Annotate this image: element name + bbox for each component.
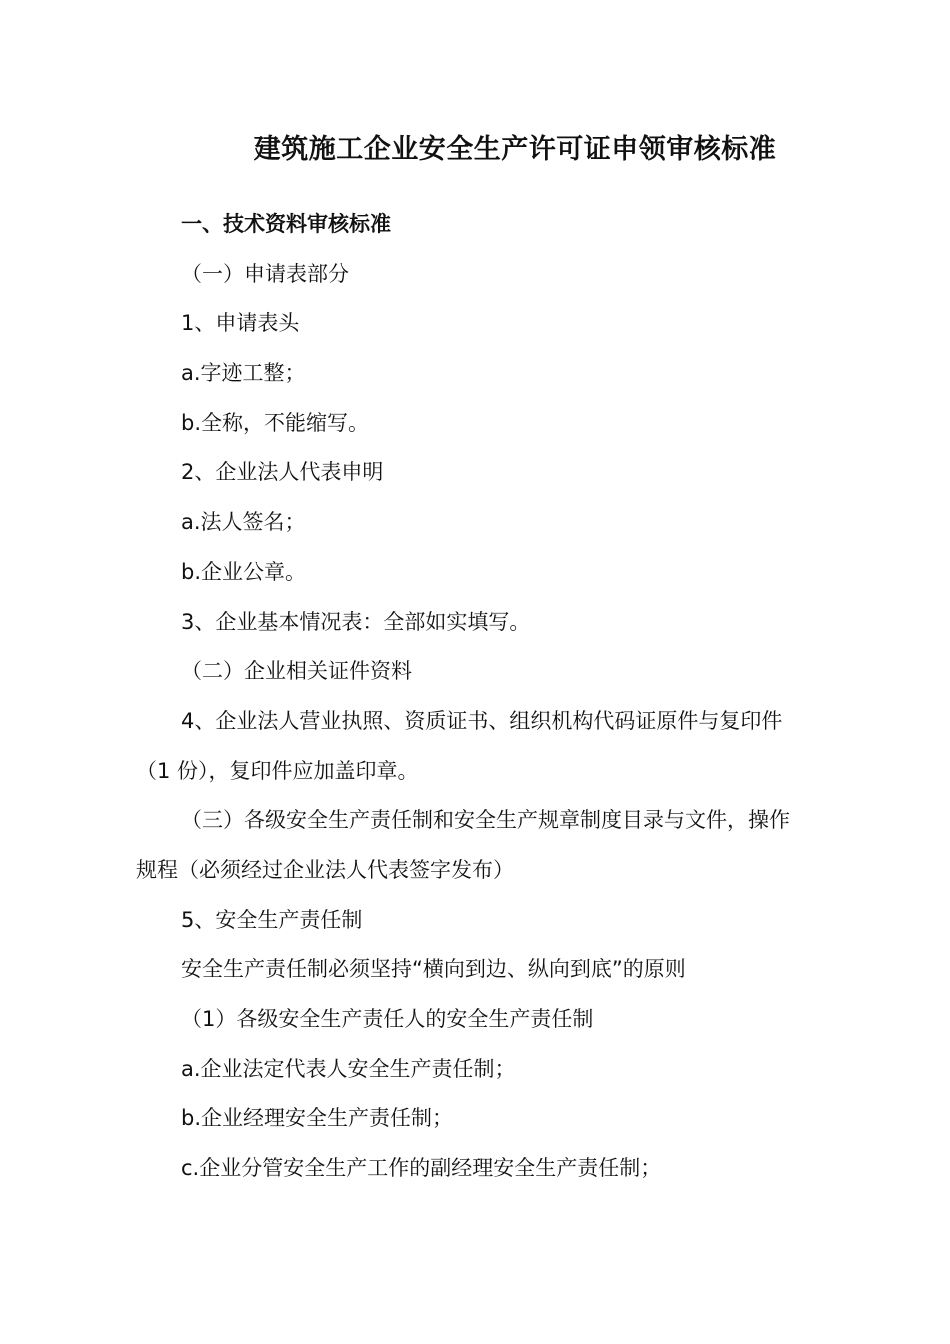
item-4-line-2: （1 份），复印件应加盖印章。	[136, 758, 419, 783]
point-1b: b.企业经理安全生产责任制；	[181, 1106, 454, 1131]
point-1c: c.企业分管安全生产工作的副经理安全生产责任制；	[181, 1156, 662, 1181]
item-5: 5、安全生产责任制	[181, 907, 363, 932]
document-body	[136, 200, 838, 1194]
subsection-3-line-2: 规程（必须经过企业法人代表签字发布）	[136, 857, 514, 882]
subsection-2: （二）企业相关证件资料	[181, 659, 412, 684]
item-2a: a.法人签名；	[181, 510, 306, 535]
item-1b: b.全称，不能缩写。	[181, 410, 370, 435]
section-heading-1: 一、技术资料审核标准	[181, 212, 391, 236]
point-1a: a.企业法定代表人安全生产责任制；	[181, 1056, 516, 1081]
subsection-3-line-1: （三）各级安全生产责任制和安全生产规章制度目录与文件，操作	[181, 808, 790, 833]
item-1: 1、申请表头	[181, 311, 300, 336]
item-3: 3、企业基本情况表：全部如实填写。	[181, 609, 531, 634]
item-5-description: 安全生产责任制必须坚持“横向到边、纵向到底”的原则	[181, 957, 686, 982]
item-2: 2、企业法人代表申明	[181, 460, 384, 485]
document-title: 建筑施工企业安全生产许可证申领审核标准	[253, 134, 777, 165]
subsection-1: （一）申请表部分	[181, 261, 349, 286]
item-1a: a.字迹工整；	[181, 361, 306, 386]
item-4-line-1: 4、企业法人营业执照、资质证书、组织机构代码证原件与复印件	[181, 708, 783, 733]
item-2b: b.企业公章。	[181, 559, 307, 584]
point-1: （1）各级安全生产责任人的安全生产责任制	[181, 1007, 594, 1031]
